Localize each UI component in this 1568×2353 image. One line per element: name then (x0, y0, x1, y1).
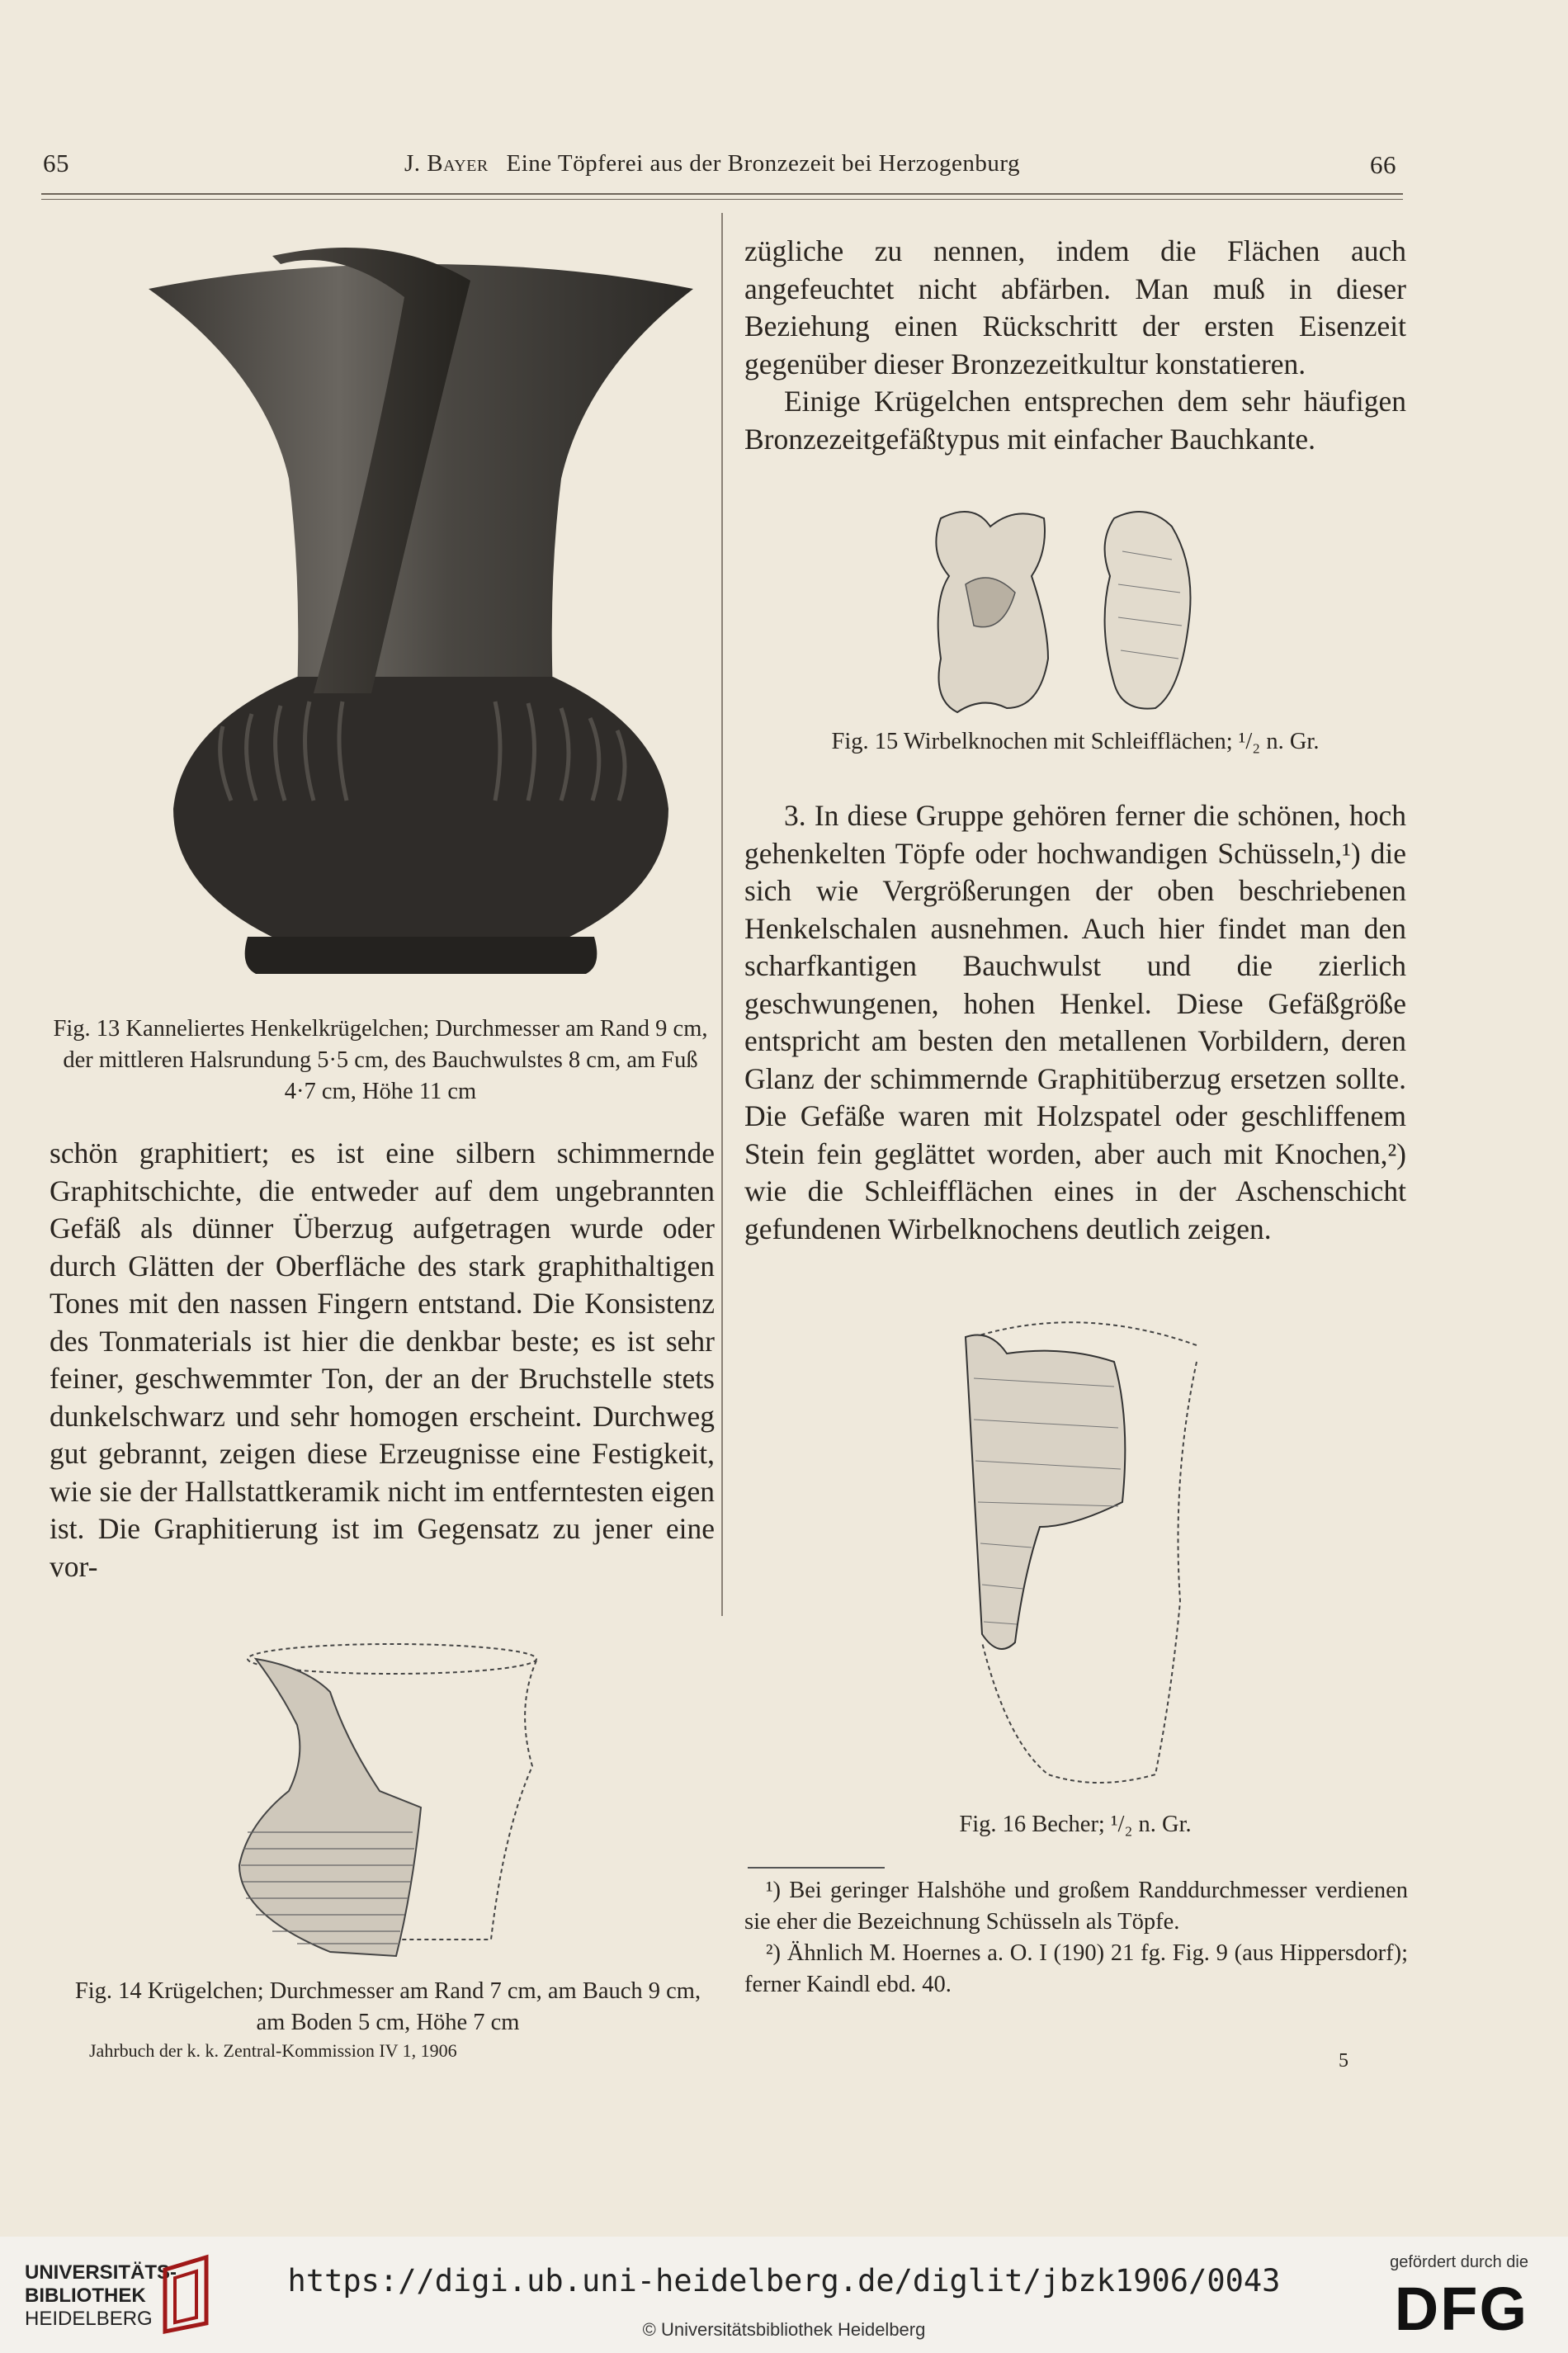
footnote-2: ²) Ähnlich M. Hoernes a. O. I (190) 21 fg. Fig. 9 (aus Hippersdorf); ferner Kaindl ebd. 40. (744, 1940, 1408, 1997)
column-divider (721, 213, 723, 1616)
right-page-number: 66 (1370, 150, 1396, 179)
fig16-caption: Fig. 16 Becher; ¹/₂ n. Gr. (959, 1812, 1192, 1837)
left-paragraph: schön graphitiert; es ist eine silbern schimmernde Graphitschichte, die entweder auf dem ungebrannten Gefäß als dünner Überzug aufgetragen wurde oder durch Glätten der Oberfläche des stark graphithaltigen Tones mit den nassen Fingern entstand. Die Konsistenz des Tonmaterials ist hier die denkbar beste; es ist sehr feiner, geschwemmter Ton, der an der Bruchstelle stets dunkelschwarz und sehr homogen erscheint. Durchweg gut gebrannt, zeigen diese Erzeugnisse eine Festigkeit, wie sie der Hallstattkeramik nicht im entferntesten eigen ist. Die Graphitierung ist im Gegensatz zu jener eine vor- (50, 1136, 715, 1583)
sheet-number: 5 (1339, 2050, 1348, 2072)
fig13-jug-illustration (124, 231, 718, 990)
header-rule-thin (41, 199, 1403, 200)
fig13-caption: Fig. 13 Kanneliertes Henkelkrügelchen; Durchmesser am Rand 9 cm, der mittleren Halsrundung 5·5 cm, des Bauchwulstes 8 cm, am Fuß 4·7 cm, Höhe 11 cm (53, 1016, 708, 1104)
author-name: J. Bayer (404, 150, 489, 177)
fig15-caption: Fig. 15 Wirbelknochen mit Schleifflächen; ¹/₂ n. Gr. (831, 729, 1320, 754)
fig14-caption: Fig. 14 Krügelchen; Durchmesser am Rand 7 cm, am Bauch 9 cm, am Boden 5 cm, Höhe 7 cm (74, 1978, 701, 2035)
fig14-jug-sketch (231, 1642, 553, 1964)
right-paragraph-2: Einige Krügelchen entsprechen dem sehr häufigen Bronzezeitgefäßtypus mit einfacher Bauchkante. (744, 385, 1406, 456)
right-column-top (744, 233, 1406, 458)
left-page-number: 65 (43, 149, 69, 177)
footnote-rule (748, 1867, 885, 1869)
right-paragraph-1: zügliche zu nennen, indem die Flächen auch angefeuchtet nicht abfärben. Man muß in dieser Beziehung einen Rückschritt der ersten Eisenzeit gegenüber dieser Bronzezeitkultur konstatieren. (744, 234, 1406, 380)
article-title: Eine Töpferei aus der Bronzezeit bei Herzogenburg (506, 150, 1021, 177)
permalink-url[interactable]: https://digi.ub.uni-heidelberg.de/diglit/jbzk1906/0043 (287, 2263, 1281, 2299)
left-column-text (50, 1135, 715, 1585)
header-rule (41, 193, 1403, 195)
running-title (404, 150, 1020, 177)
copyright-notice: © Universitätsbibliothek Heidelberg (642, 2319, 926, 2340)
right-paragraph-3: 3. In diese Gruppe gehören ferner die schönen, hoch gehenkelten Töpfe oder hochwandigen Schüsseln,¹) die sich wie Vergrößerungen der oben beschriebenen Henkelschalen ausnehmen. Auch hier findet man den scharfkantigen Bauchwulst und die zierlich geschwungenen, hohen Henkel. Diese Gefäßgröße entspricht am besten den metallenen Vorbildern, deren Glanz der schimmernde Graphitüberzug ersetzen sollte. Die Gefäße waren mit Holzspatel oder geschliffenem Stein fein geglättet worden, aber auch mit Knochen,²) wie die Schleifflächen eines in der Aschenschicht gefundenen Wirbelknochens deutlich zeigen. (744, 799, 1406, 1245)
footnotes (744, 1875, 1408, 2001)
library-line-2: BIBLIOTHEK (25, 2284, 146, 2307)
fig16-beaker-sketch (949, 1312, 1213, 1791)
right-column-middle (744, 797, 1406, 1248)
journal-signature: Jahrbuch der k. k. Zentral-Kommission IV 1, 1906 (89, 2040, 457, 2061)
footnote-1: ¹) Bei geringer Halshöhe und großem Randdurchmesser verdienen sie eher die Bezeichnung Schüsseln als Töpfe. (744, 1878, 1408, 1935)
library-line-3: HEIDELBERG (25, 2308, 153, 2330)
dfg-logo: DFG (1394, 2275, 1528, 2343)
library-line-1: UNIVERSITÄTS- (25, 2261, 177, 2284)
funding-label: gefördert durch die (1390, 2253, 1528, 2271)
fig15-vertebra-drawing (924, 502, 1213, 725)
